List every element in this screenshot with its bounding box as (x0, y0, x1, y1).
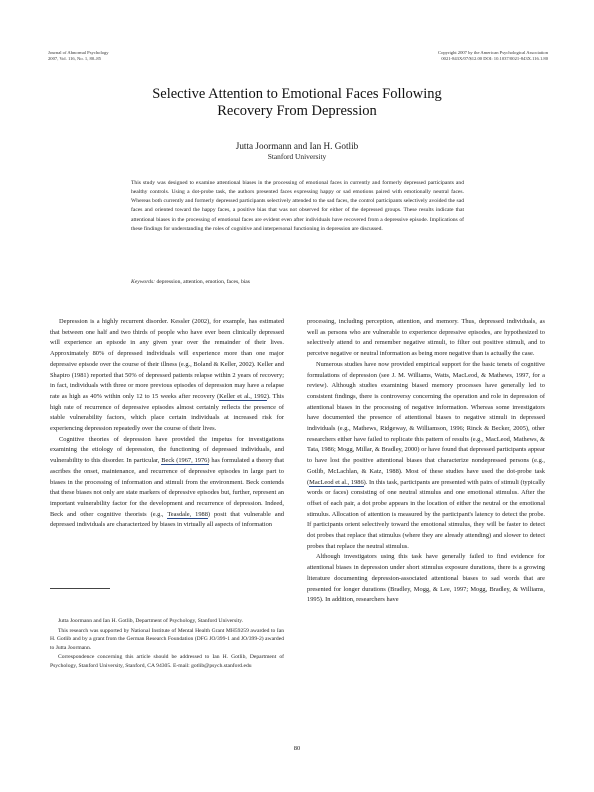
body-column-right (307, 317, 545, 606)
journal-header-right (438, 50, 548, 62)
citation-link[interactable]: Beck (1967, 1976) (161, 457, 210, 465)
footnote-divider (50, 588, 110, 589)
citation-link[interactable]: MacLeod et al., 1986 (309, 478, 364, 486)
footnote-affiliation: Jutta Joormann and Ian H. Gotlib, Department of Psychology, Stanford University. (58, 618, 244, 624)
journal-volume: 2007, Vol. 116, No. 1, 80–85 (48, 56, 102, 61)
journal-header-left (48, 50, 109, 62)
keywords-list: depression, attention, emotion, faces, bias (156, 279, 250, 285)
title-line-1: Selective Attention to Emotional Faces Following (152, 86, 442, 102)
journal-name: Journal of Abnormal Psychology (48, 50, 109, 55)
citation-link[interactable]: Teasdale, 1988 (167, 510, 208, 518)
article-title (0, 86, 594, 120)
footnote-correspondence: Correspondence concerning this article should be addressed to Ian H. Gotlib, Department of Psychology, Stanford University, Stanford, CA 94305. E-mail: gotlib@psych.stanford.edu (50, 654, 284, 669)
doi-line: 0021-843X/07/$12.00 DOI: 10.1037/0021-843X.116.1.80 (441, 56, 548, 61)
text-run: ). This high rate of recurrence of depressive episodes almost certainly reflects the presence of stable vulnerability factors, which place certain individuals at increased risk for experiencing depression repeatedly over the course of their lives. (50, 392, 284, 433)
text-run: Depression is a highly recurrent disorder. Kessler (2002), for example, has estimated that between one half and two thirds of people who have ever been clinically depressed will experience an episode in any given year over the remainder of their lives. Approximately 80% of depressed individuals will experience more than one major depressive episode over the course of their illness (e.g., Boland & Keller, 2002). Keller and Shapiro (1981) reported that 50% of depressed patients relapse within 2 years of recovery; in fact, individuals with three or more previous episodes of depression may have a relapse rate as high as 40% within only 12 to 15 weeks after recovery ( (50, 318, 284, 400)
authors: Jutta Joormann and Ian H. Gotlib (235, 141, 359, 151)
footnotes (50, 617, 284, 671)
paragraph (50, 435, 284, 531)
abstract-text: This study was designed to examine attentional biases in the processing of emotional faces in currently and formerly depressed participants and healthy controls. Using a dot-probe task, the authors presented faces expressing happy or sad emotions paired with emotionally neutral faces. Whereas both currently and formerly depressed participants selectively attended to the sad faces, the control participants selectively avoided the sad faces and oriented toward the happy faces, a positive bias that was not observed for either of the depressed groups. These results indicate that attentional biases in the processing of emotional faces are evident even after individuals have recovered from a depressive episode. Implications of these findings for understanding the roles of cognitive and interpersonal functioning in depression are discussed. (131, 180, 464, 232)
paragraph: processing, including perception, attention, and memory. Thus, depressed individuals, as well as persons who are vulnerable to experience depressive episodes, are hypothesized to selectively attend to and remember negative stimuli, to filter out positive stimuli, and to perceive negative or neutral information as being more negative than is actually the case. (307, 318, 545, 358)
abstract (131, 179, 464, 234)
keywords (131, 278, 464, 287)
text-run: Cognitive theories of depression have provided the impetus for investigations examining the etiology of depression, the functioning of depressed individuals, and vulnerability to this disorder. In particular, (50, 435, 284, 465)
affiliation: Stanford University (267, 152, 327, 161)
paragraph (307, 360, 545, 553)
keywords-label: Keywords: (131, 279, 156, 285)
page-number: 80 (293, 745, 301, 752)
text-run: has formulated a theory that ascribes the onset, maintenance, and recurrence of depressive episodes in large part to biases in the processing of information and stimuli from the environment. Beck contends that these biases not only are state markers of depressive episodes but, further, represent an important vulnerability factor for the development and recurrence of depression. Indeed, Beck and other cognitive theorists (e.g., (50, 457, 284, 518)
body-column-left (50, 317, 284, 531)
text-run: ) posit that vulnerable and depressed individuals are characterized by biases in virtually all aspects of information (50, 510, 284, 529)
title-line-2: Recovery From Depression (217, 103, 377, 119)
paragraph: Although investigators using this task have generally failed to find evidence for attentional biases in depression under short stimulus exposure durations, there is a growing literature documenting depression-associated attentional biases to sad words that are presented for longer durations (Bradley, Mogg, & Lee, 1997; Mogg, Bradley, & Williams, 1995). In addition, researchers have (307, 553, 545, 604)
paragraph (50, 317, 284, 435)
text-run: ). In this task, participants are presented with pairs of stimuli (typically words or faces) consisting of one neutral stimulus and one emotional stimulus. After the offset of each pair, a dot probe appears in the location of either the neutral or the emotional stimulus. Allocation of attention is measured by the participant's latency to detect the probe. If participants orient selectively toward the emotional stimulus, they will be faster to detect dot probes that replace that stimulus (where they are already attending) and slower to detect probes that replace the neutral stimulus. (307, 478, 546, 550)
footnote-funding: This research was supported by National Institute of Mental Health Grant MH59259 awarded to Ian H. Gotlib and by a grant from the German Research Foundation (DFG JO/399-1 and JO/399-2) awarded to Jutta Joormann. (50, 627, 284, 651)
citation-link[interactable]: Keller et al., 1992 (219, 392, 267, 400)
copyright-line: Copyright 2007 by the American Psychological Association (438, 50, 548, 55)
text-run: Numerous studies have now provided empirical support for the basic tenets of cognitive formulations of depression (see J. M. Williams, Watts, MacLeod, & Mathews, 1997, for a review). Although studies examining biased memory processes have generally led to consistent findings, there is controversy concerning the operation and role in depression of attentional biases in the processing of negative information. Whereas some investigators have documented the presence of attentional biases to negative stimuli in depressed individuals (e.g., Mathews, Ridgeway, & Williamson, 1996; Rinck & Becker, 2005), other researchers either have failed to replicate this pattern of results (e.g., MacLeod, Mathews, & Tata, 1986; Mogg, Millar, & Bradley, 2000) or have found that depressed participants appear to have lost the positive attentional biases that characterize nondepressed persons (e.g., Gotlib, McLachlan, & Katz, 1988). Most of these studies have used the dot-probe task ( (307, 360, 545, 486)
